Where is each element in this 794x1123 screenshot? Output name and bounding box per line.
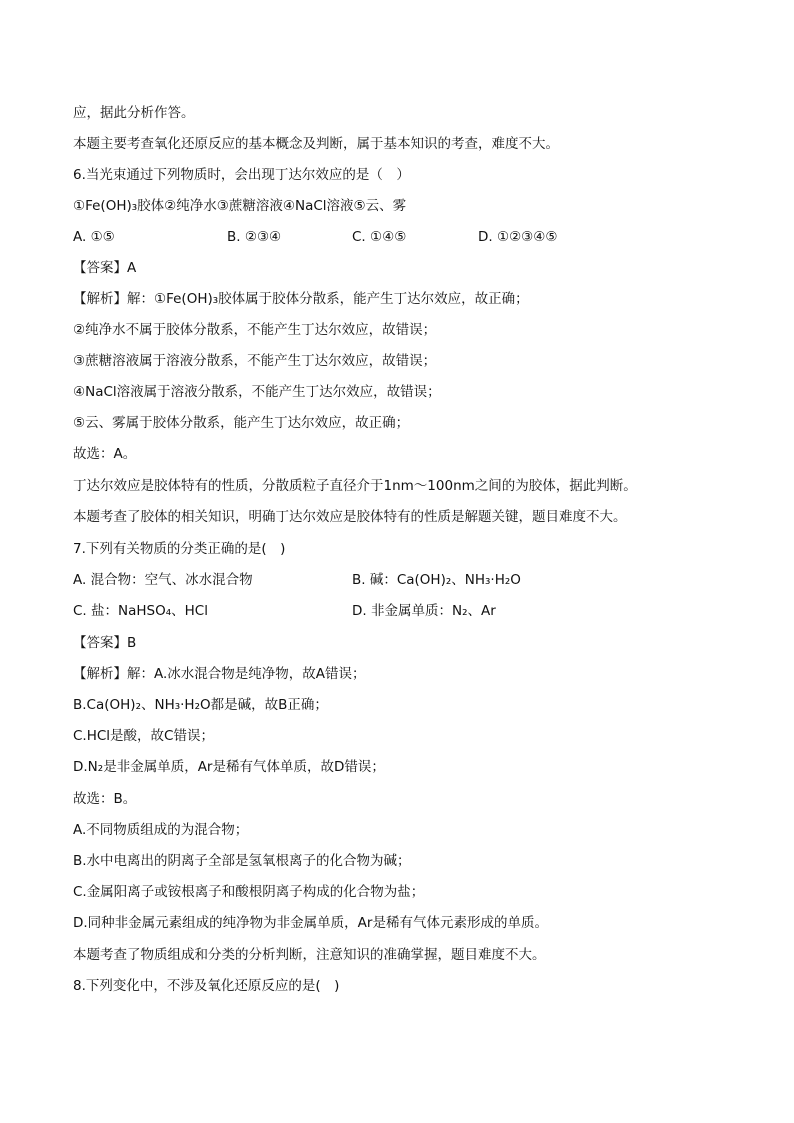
question-8-stem: 8.下列变化中，不涉及氧化还原反应的是( ) xyxy=(73,978,340,994)
text-line: C.HCl是酸，故C错误； xyxy=(73,728,214,744)
text-line: C.金属阳离子或铵根离子和酸根阴离子构成的化合物为盐； xyxy=(73,884,425,900)
text-line: ④NaCl溶液属于溶液分散系，不能产生丁达尔效应，故错误； xyxy=(73,384,441,400)
text-line: 本题考查了物质组成和分类的分析判断，注意知识的准确掌握，题目难度不大。 xyxy=(73,947,546,963)
text-line: 丁达尔效应是胶体特有的性质，分散质粒子直径介于1nm～100nm之间的为胶体，据此判断。 xyxy=(73,478,637,494)
text-line: B.水中电离出的阴离子全部是氢氧根离子的化合物为碱； xyxy=(73,853,411,869)
text-line: ②纯净水不属于胶体分散系，不能产生丁达尔效应，故错误； xyxy=(73,322,437,338)
text-line: B.Ca(OH)₂、NH₃·H₂O都是碱，故B正确； xyxy=(73,697,328,713)
q6-option-d: D. ①②③④⑤ xyxy=(478,229,558,245)
q6-answer: 【答案】A xyxy=(73,260,137,276)
text-line: 本题主要考查氧化还原反应的基本概念及判断，属于基本知识的考查，难度不大。 xyxy=(73,136,559,152)
q7-option-d: D. 非金属单质：N₂、Ar xyxy=(352,603,496,619)
q7-analysis: 【解析】解：A.冰水混合物是纯净物，故A错误； xyxy=(73,666,366,682)
q6-analysis: 【解析】解：①Fe(OH)₃胶体属于胶体分散系，能产生丁达尔效应，故正确； xyxy=(73,291,529,307)
text-line: 应，据此分析作答。 xyxy=(73,105,195,121)
q7-option-a: A. 混合物：空气、冰水混合物 xyxy=(73,572,253,588)
text-line: ⑤云、雾属于胶体分散系，能产生丁达尔效应，故正确； xyxy=(73,415,410,431)
text-line: A.不同物质组成的为混合物； xyxy=(73,822,249,838)
q7-answer: 【答案】B xyxy=(73,635,137,651)
text-line: D.同种非金属元素组成的纯净物为非金属单质，Ar是稀有气体元素形成的单质。 xyxy=(73,915,548,931)
question-6-items: ①Fe(OH)₃胶体②纯净水③蔗糖溶液④NaCl溶液⑤云、雾 xyxy=(73,198,407,214)
question-6-stem: 6.当光束通过下列物质时，会出现丁达尔效应的是（ ） xyxy=(73,167,410,183)
question-7-stem: 7.下列有关物质的分类正确的是( ) xyxy=(73,541,286,557)
text-line: ③蔗糖溶液属于溶液分散系，不能产生丁达尔效应，故错误； xyxy=(73,353,437,369)
q6-option-c: C. ①④⑤ xyxy=(352,229,407,245)
q7-option-b: B. 碱：Ca(OH)₂、NH₃·H₂O xyxy=(352,572,521,588)
text-line: 故选：B。 xyxy=(73,791,137,807)
q6-option-b: B. ②③④ xyxy=(227,229,282,245)
text-line: 故选：A。 xyxy=(73,446,137,462)
q6-option-a: A. ①⑤ xyxy=(73,229,115,245)
q7-option-c: C. 盐：NaHSO₄、HCl xyxy=(73,603,208,619)
text-line: D.N₂是非金属单质，Ar是稀有气体单质，故D错误； xyxy=(73,759,385,775)
text-line: 本题考查了胶体的相关知识，明确丁达尔效应是胶体特有的性质是解题关键，题目难度不大。 xyxy=(73,509,627,525)
